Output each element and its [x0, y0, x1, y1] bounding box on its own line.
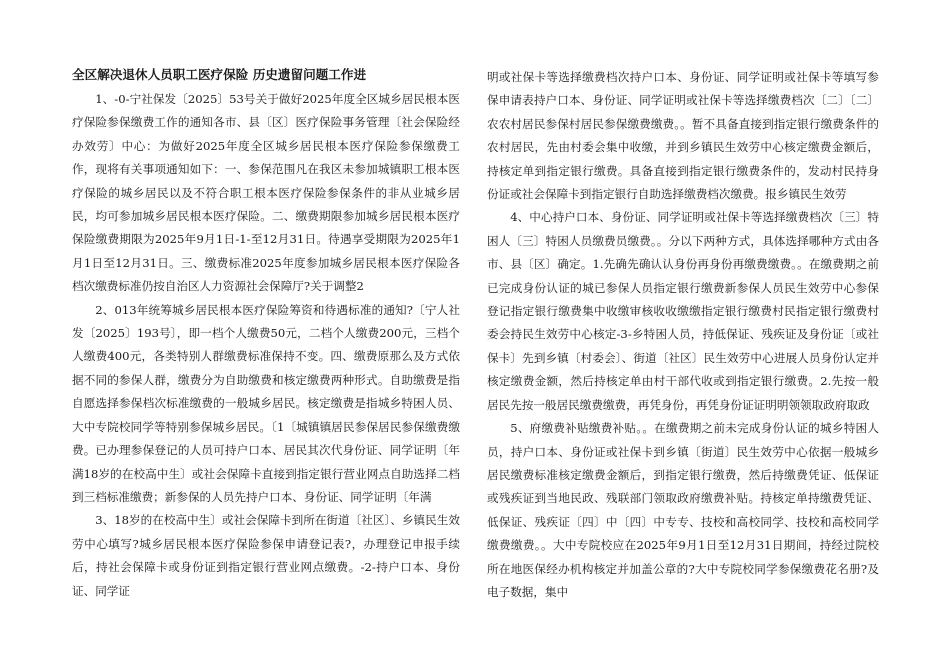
paragraph: 1、-0-宁社保发〔2025〕53号关于做好2025年度全区城乡居民根本医疗保险参保缴费工作的通知各市、县〔区〕医疗保险事务管理〔社会保险经办效劳〕中心：为做好2025年度全区城乡居民根本医疗保险参保缴费工作，现将有关事项通知如下：一、参保范围凡在我区未参加城镇职工根本医疗保险的城乡居民以及不符合职工根本医疗保险参保条件的非从业城乡居民，均可参加城乡居民根本医疗保险。二、缴费期限参加城乡居民根本医疗保险缴费期限为2025年9月1日-1-至12月31日。待遇享受期限为2025年1月1日至12月31日。三、缴费标准2025年度参加城乡居民根本医疗保险各档次缴费标准仍按自治区人力资源社会保障厅?关于调整2 — [72, 92, 460, 294]
paragraph: 3、18岁的在校高中生〕或社会保障卡到所在街道〔社区〕、乡镇民生效劳中心填写?城乡居民根本医疗保险参保申请登记表?，办理登记申报手续后，持社会保障卡或身份证到指定银行营业网点缴费。-2-持户口本、身份证、同学证 — [72, 513, 460, 598]
paragraph: 4、中心持户口本、身份证、同学证明或社保卡等选择缴费档次〔三〕特困人〔三〕特困人员缴费员缴费。。分以下两种方式，具体选择哪种方式由各市、县〔区〕确定。1.先确先确认认身份再身份再缴费缴费。。在缴费期之前已完成身份认证的城已参保人员指定银行缴费新参保人员民生效劳中心参保登记指定银行缴费集中收缴审核收收缴缴指定银行缴费村民指定银行缴费村委会持民生效劳中心核定-3-乡特困人员，持低保证、残疾证及身份证〔或社保卡〕先到乡镇〔村委会〕、街道〔社区〕民生效劳中心进展人员身份认定并核定缴费金额，然后持核定单由村干部代收或到指定银行缴费。2.先按一般居民先按一般居民缴费缴费，再凭身份，再凭身份证证明明领领取政府取政 — [487, 210, 879, 412]
paragraph: 明或社保卡等选择缴费档次持户口本、身份证、同学证明或社保卡等填写参保申请表持户口本、身份证、同学证明或社保卡等选择缴费档次〔二〕〔二〕农农村居民参保村居民参保缴费缴费。。暂不具备直接到指定银行缴费条件的农村居民，先由村委会集中收缴，并到乡镇民生效劳中心核定缴费金额后，持核定单到指定银行缴费。具备直接到指定银行缴费条件的，发动村民持身份证或社会保障卡到指定银行自助选择缴费档次缴费。报乡镇民生效劳 — [487, 70, 879, 202]
document-title: 全区解决退休人员职工医疗保险 历史遗留问题工作进 — [72, 67, 367, 82]
paragraph: 5、府缴费补贴缴费补贴。。在缴费期之前未完成身份认证的城乡特困人员，持户口本、身份证或社保卡到乡镇〔街道〕民生效劳中心依据一般城乡居民缴费标准核定缴费金额后，到指定银行缴费，然后持缴费凭证、低保证或残疾证到当地民政、残联部门领取政府缴费补贴。持核定单持缴费凭证、低保证、残疾证〔四〕中〔四〕中专专、技校和高校同学、技校和高校同学缴费缴费。。大中专院校应在2025年9月1日至12月31日期间，持经过院校所在地医保经办机构核定并加盖公章的?大中专院校同学参保缴费花名册?及电子数据，集中 — [487, 421, 879, 599]
paragraph: 2、013年统筹城乡居民根本医疗保险筹资和待遇标准的通知?〔宁人社发〔2025〕193号〕，即一档个人缴费50元，二档个人缴费200元，三档个人缴费400元，各类特别人群缴费标准保持不变。四、缴费原那么及方式依据不同的参保人群，缴费分为自助缴费和核定缴费两种形式。自助缴费是指自愿选择参保档次标准缴费的一般城乡居民。核定缴费是指城乡特困人员、大中专院校同学等特别参保城乡居民。〔1〔城镇镇居民参保居民参保缴费缴费。已办理参保登记的人员可持户口本、居民其次代身份证、同学证明〔年满18岁的在校高中生〕或社会保障卡直接到指定银行营业网点自助选择二档到三档标准缴费；新参保的人员先持户口本、身份证、同学证明〔年满 — [72, 302, 460, 504]
right-column — [487, 66, 879, 604]
left-column — [72, 64, 460, 603]
